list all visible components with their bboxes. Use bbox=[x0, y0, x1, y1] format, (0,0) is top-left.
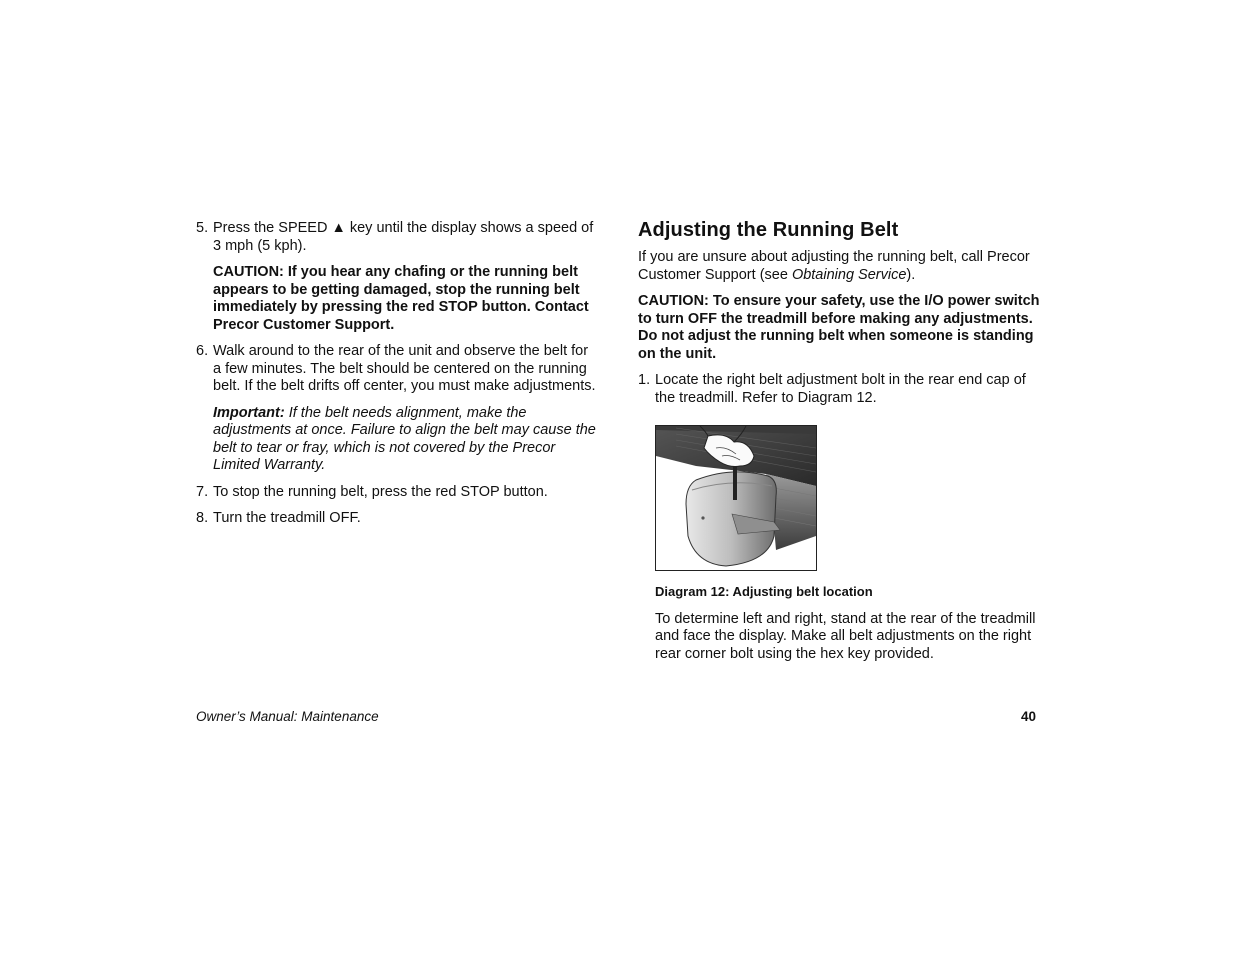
important-text: If the belt needs alignment, make the adjustments at once. Failure to align the belt may cause the belt to tear or fray, which is not covered by the Precor Limited Warranty. bbox=[213, 404, 596, 473]
caution-chafing: CAUTION: If you hear any chafing or the running belt appears to be getting damaged, stop the running belt immediately by pressing the red STOP button. Contact Precor Customer Support. bbox=[213, 264, 589, 333]
intro-text: If you are unsure about adjusting the running belt, call Precor Customer Support (see bbox=[638, 249, 1030, 283]
right-column bbox=[638, 218, 1043, 672]
diagram-12-illustration bbox=[655, 425, 817, 571]
page-number: 40 bbox=[1021, 709, 1037, 724]
caution-safety: CAUTION: To ensure your safety, use the I/O power switch to turn OFF the treadmill before making any adjustments. Do not adjust the running belt when someone is standing on the unit. bbox=[638, 293, 1040, 362]
step-text-post: key until the display shows a speed of 3 mph (5 kph). bbox=[213, 220, 594, 254]
step-number: 6. bbox=[196, 343, 209, 359]
step-6 bbox=[196, 343, 596, 396]
step-number: 7. bbox=[196, 483, 209, 500]
left-column bbox=[196, 220, 596, 537]
obtaining-service-reference: Obtaining Service bbox=[791, 266, 907, 283]
step-number: 8. bbox=[196, 510, 209, 526]
up-arrow-icon: ▲ bbox=[331, 220, 346, 236]
section-heading: Adjusting the Running Belt bbox=[638, 219, 899, 241]
step-text: Locate the right belt adjustment bolt in the rear end cap of the treadmill. Refer to Diagram 12. bbox=[655, 372, 1026, 406]
intro-paragraph bbox=[638, 249, 1043, 284]
step-7 bbox=[196, 484, 596, 502]
left-right-paragraph: To determine left and right, stand at the rear of the treadmill and face the display. Make all belt adjustments on the right rear corner bolt using the hex key provided. bbox=[655, 610, 1036, 662]
step-number: 1. bbox=[638, 372, 651, 388]
important-note bbox=[213, 405, 596, 475]
intro-text-end: ). bbox=[906, 266, 916, 283]
footer-manual-title: Owner’s Manual: Maintenance bbox=[196, 709, 379, 724]
step-text: Walk around to the rear of the unit and observe the belt for a few minutes. The belt should be centered on the running belt. If the belt drifts off center, you must make adjustments. bbox=[213, 343, 596, 394]
step-text: To stop the running belt, press the red STOP button. bbox=[213, 483, 548, 500]
step-5 bbox=[196, 220, 596, 255]
step-1 bbox=[638, 372, 1043, 407]
important-label: Important: bbox=[213, 404, 285, 421]
step-text-pre: Press the SPEED bbox=[213, 220, 332, 236]
step-number: 5. bbox=[196, 220, 209, 236]
treadmill-rear-cap-illustration bbox=[656, 426, 816, 570]
step-text: Turn the treadmill OFF. bbox=[213, 510, 361, 526]
diagram-caption: Diagram 12: Adjusting belt location bbox=[655, 584, 873, 599]
step-text bbox=[213, 220, 596, 255]
step-8 bbox=[196, 510, 596, 528]
